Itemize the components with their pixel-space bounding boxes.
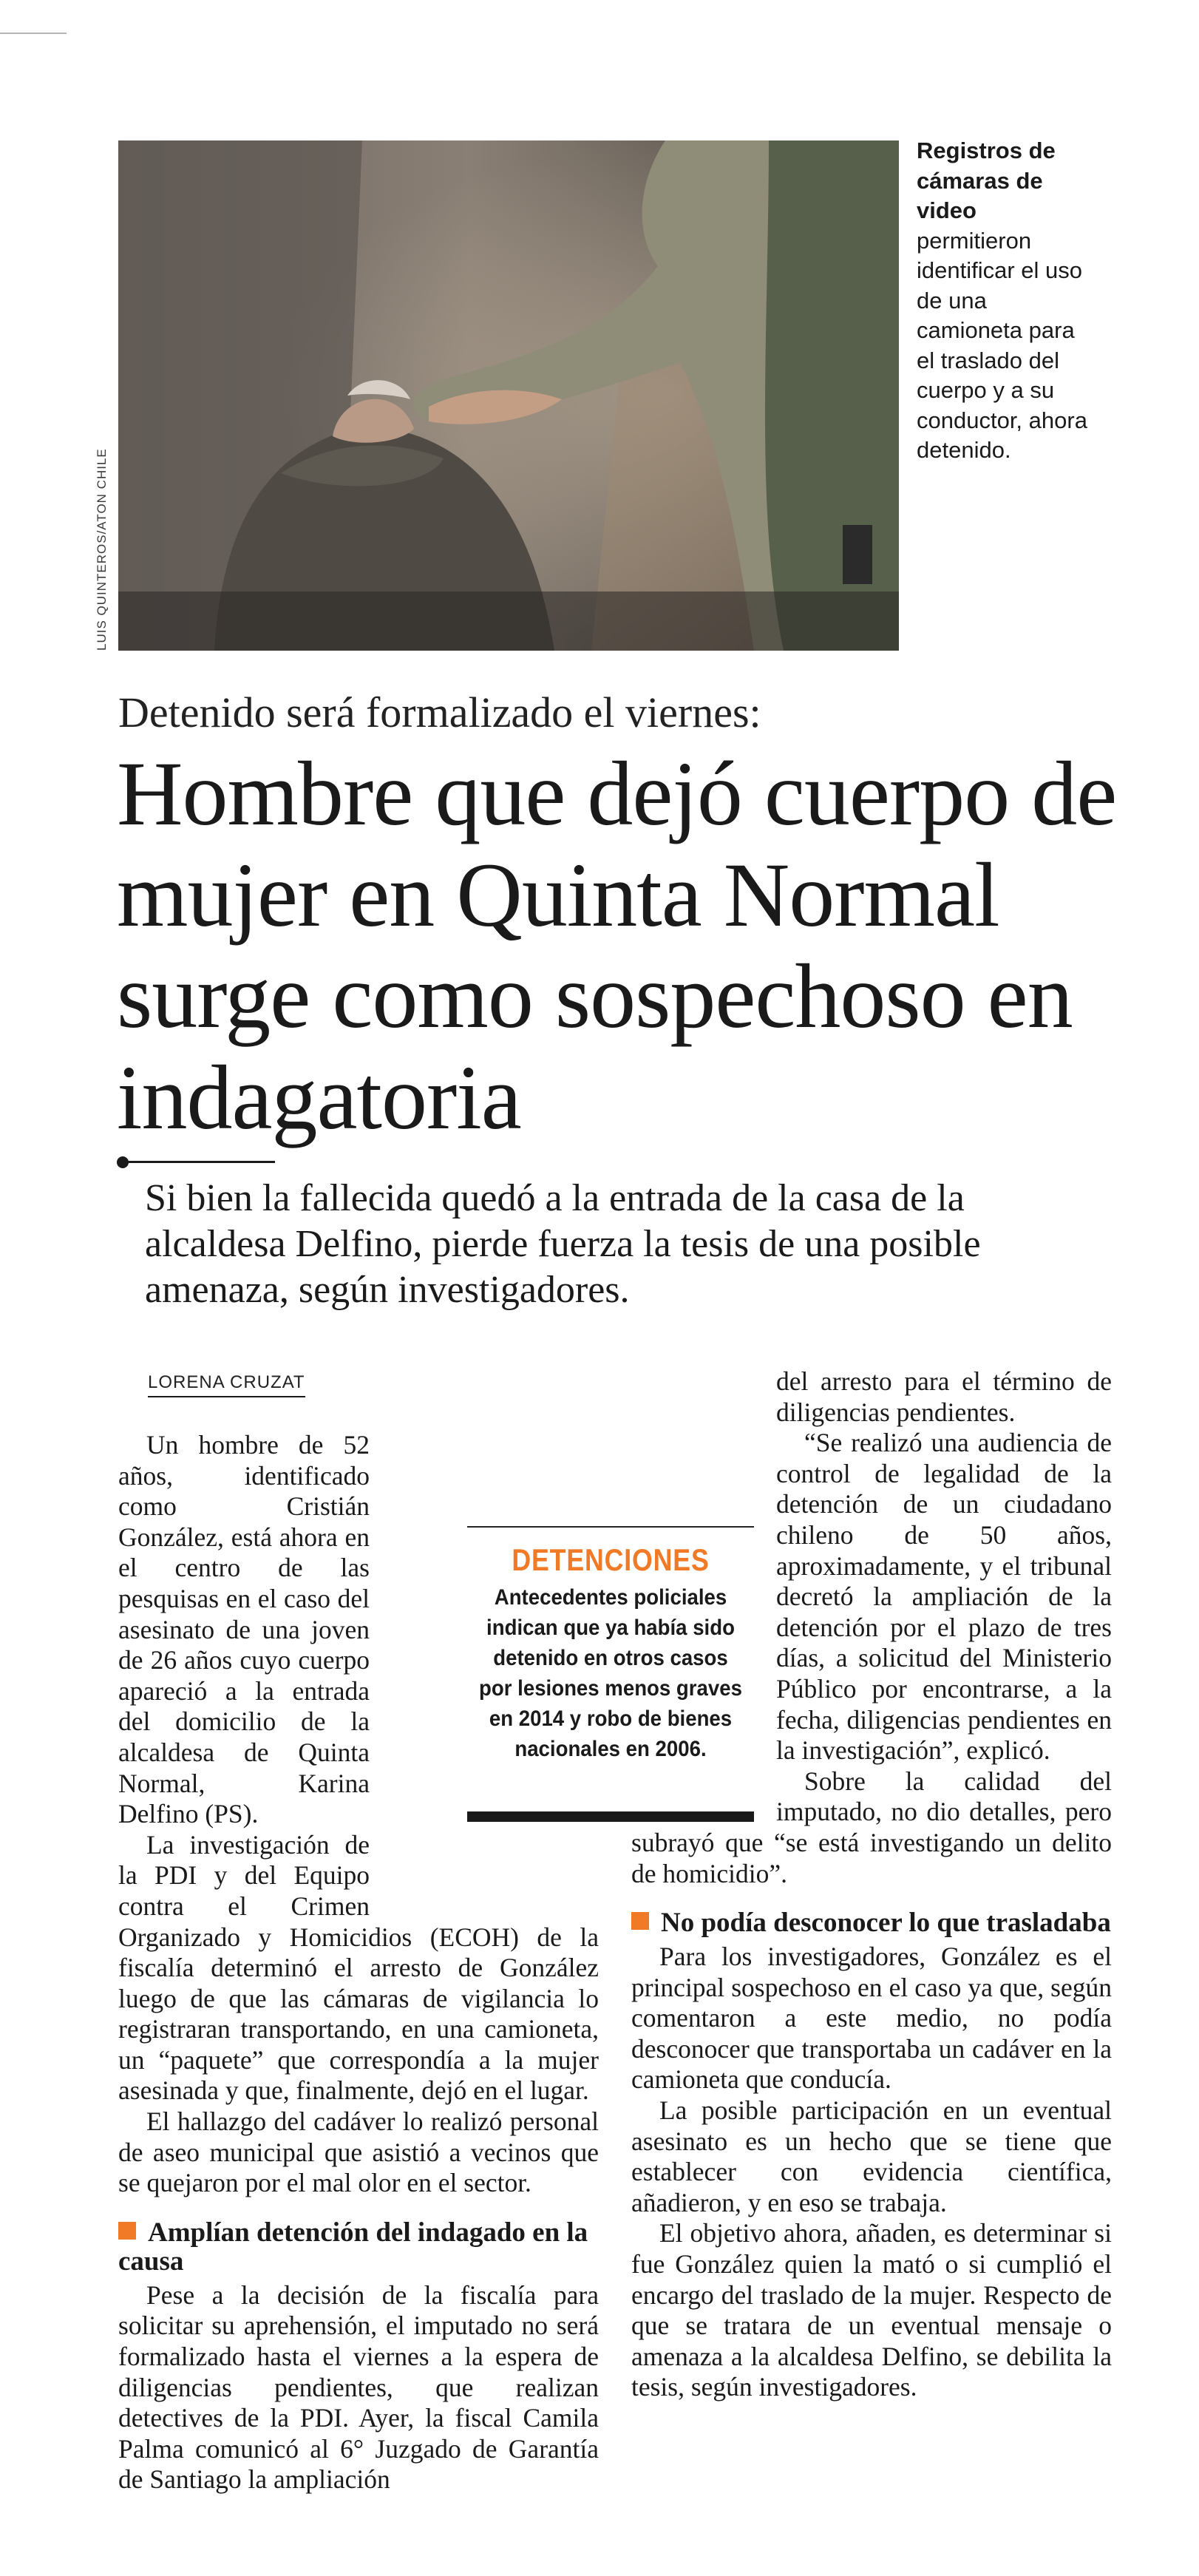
paragraph: El hallazgo del cadáver lo realizó personal de aseo municipal que asistió a vecinos que se quejaron por el mal olor en el sector. [118, 2106, 599, 2198]
pullquote-text: Antecedentes policiales indican que ya había sido detenido en otros casos por lesiones menos graves en 2014 y robo de bienes nacionales en 2006. [479, 1585, 742, 1761]
subhead-text: No podía desconocer lo que trasladaba [661, 1908, 1111, 1939]
headline: Hombre que dejó cuerpo de mujer en Quinta Normal surge como sospechoso en indagatoria [117, 743, 1117, 1148]
kicker: Detenido será formalizado el viernes: [118, 688, 761, 736]
deck: Si bien la fallecida quedó a la entrada de la casa de la alcaldesa Delfino, pierde fuerza la tesis de una posible amenaza, según investigadores. [145, 1177, 981, 1311]
deck-rule [118, 1161, 275, 1163]
paragraph: Para los investigadores, González es el principal sospechoso en el caso ya que, según comentaron a este medio, no podía desconocer que transportaba un cadáver en la camioneta que conducía. [631, 1942, 1112, 2095]
pullquote-title: DETENCIONES [512, 1542, 710, 1577]
subhead-marker [118, 2222, 136, 2240]
article-column-right [631, 1366, 1112, 2403]
news-photo [118, 140, 899, 651]
subhead-marker [631, 1912, 649, 1930]
pullquote-box [467, 1526, 754, 1822]
paragraph: La posible participación en un eventual asesinato es un hecho que se tiene que establecer con evidencia científica, añadieron, y en eso se trabaja. [631, 2095, 1112, 2217]
subhead [118, 2218, 599, 2276]
subhead-text: Amplían detención del indagado en la causa [118, 2217, 588, 2277]
paragraph: del arresto para el término de diligencias pendientes. [776, 1366, 1112, 1427]
caption-text: permitieron identificar el uso de una camioneta para el traslado del cuerpo y a su conductor, ahora detenido. [917, 227, 1087, 463]
caption-lead: Registros de cámaras de video [917, 138, 1056, 223]
subhead [631, 1908, 1112, 1937]
photo-credit: LUIS QUINTEROS/ATON CHILE [95, 448, 109, 651]
paragraph: Sobre la calidad del imputado, no dio detalles, pero subrayó que “se está investigando un delito de homicidio”. [631, 1766, 1112, 1888]
paragraph: Un hombre de 52 años, identificado como Cristián González, está ahora en el centro de las pesquisas en el caso del asesinato de una joven de 26 años cuyo cuerpo apareció a la entrada del domicilio de la alcaldesa de Quinta Normal, Karina Delfino (PS). [118, 1430, 370, 1829]
page-corner-rule [0, 33, 67, 34]
deck-bullet [117, 1156, 129, 1168]
paragraph: “Se realizó una audiencia de control de legalidad de la detención de un ciudadano chileno de 50 años, aproximadamente, y el tribunal decretó la ampliación de la detención por el plazo de tres días, a solicitud del Ministerio Público por encontrarse, a la fecha, diligencias pendientes en la investigación”, explicó. [776, 1428, 1112, 1766]
pullquote-bar [467, 1811, 754, 1822]
paragraph: La investigación de la PDI y del Equipo contra el Crimen Organizado y Homicidios (ECOH) de la fiscalía determinó el arresto de González luego de que las cámaras de vigilancia lo registraran transportando, en una camioneta, un “paquete” que correspondía a la mujer asesinada y que, finalmente, dejó en el lugar. [118, 1829, 599, 2106]
paragraph: Pese a la decisión de la fiscalía para solicitar su aprehensión, el imputado no será formalizado hasta el viernes a la espera de diligencias pendientes, que realizan detectives de la PDI. Ayer, la fiscal Camila Palma comunicó al 6° Juzgado de Garantía de Santiago la ampliación [118, 2280, 599, 2495]
paragraph: El objetivo ahora, añaden, es determinar si fue González quien la mató o si cumplió el encargo del traslado de la mujer. Respecto de que se tratara de un eventual mensaje o amenaza a la alcaldesa Delfino, se debilita la tesis, según investigadores. [631, 2218, 1112, 2402]
byline: LORENA CRUZAT [148, 1372, 305, 1397]
photo-illustration [118, 140, 899, 651]
photo-caption [917, 136, 1094, 466]
